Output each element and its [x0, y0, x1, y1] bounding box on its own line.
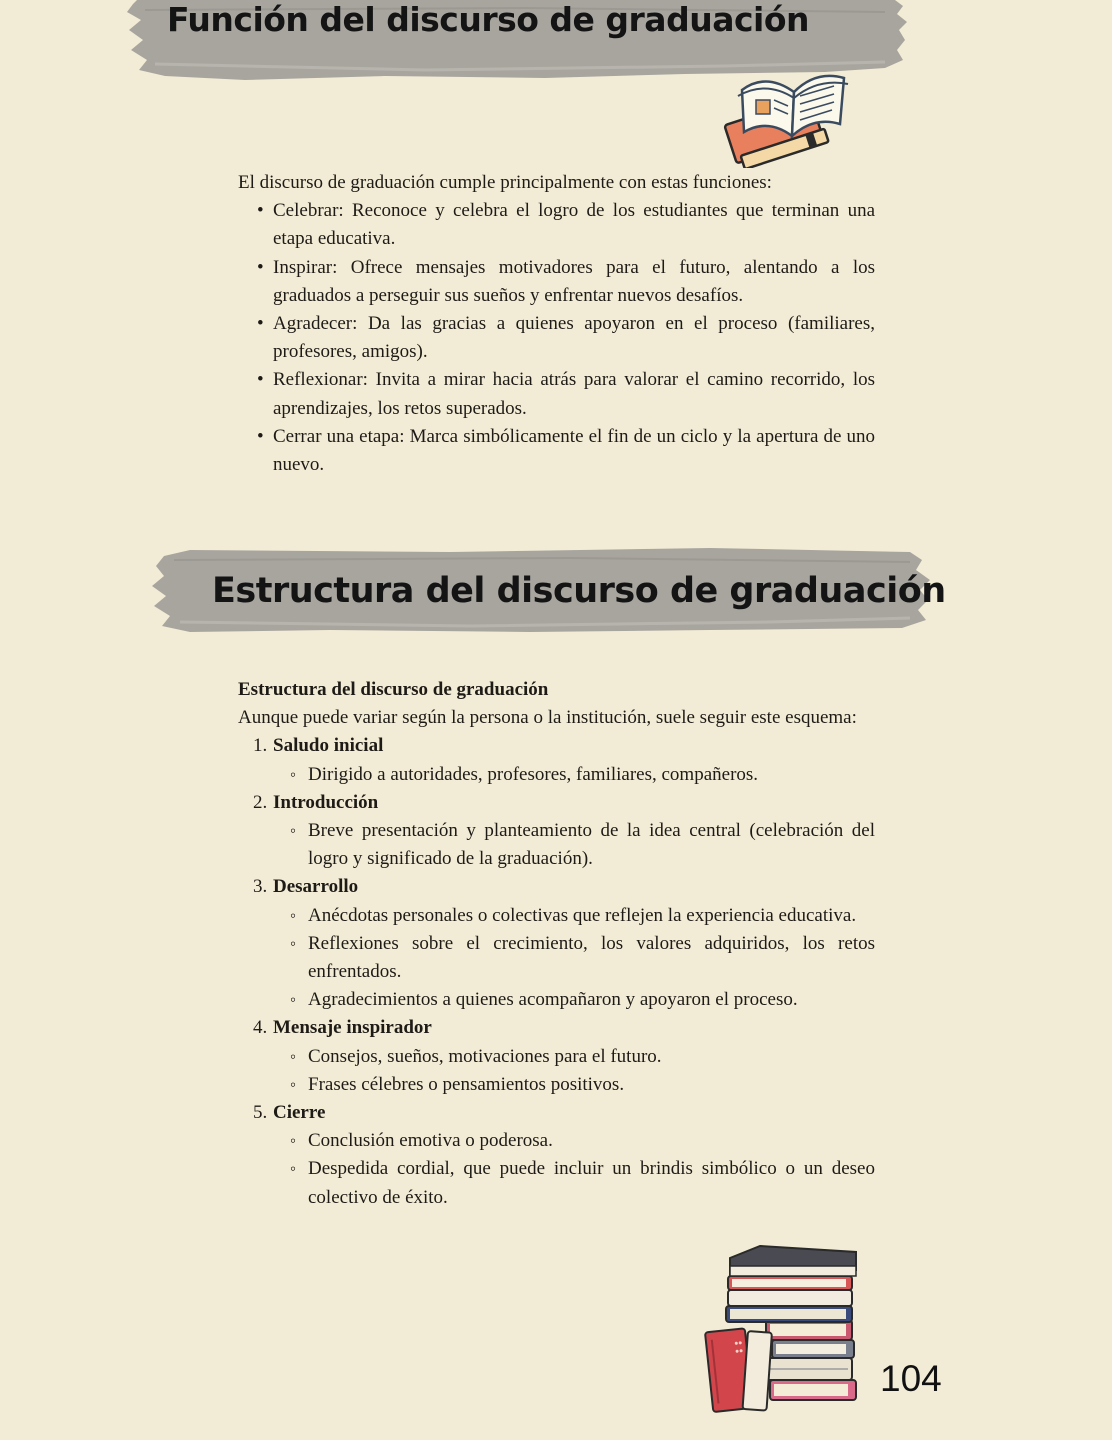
- list-item: • Agradecer: Da las gracias a quienes apoyaron en el proceso (familiares, profesores, amigos).: [238, 310, 875, 366]
- sub-item: ◦ Dirigido a autoridades, profesores, familiares, compañeros.: [273, 761, 875, 789]
- intro-paragraph: El discurso de graduación cumple principalmente con estas funciones:: [238, 172, 772, 193]
- step-points: [273, 761, 875, 789]
- estructura-block: [238, 676, 875, 1212]
- funciones-block: [238, 169, 875, 479]
- step-number: 4.: [253, 1017, 268, 1039]
- sub-item: ◦ Breve presentación y planteamiento de la idea central (celebración del logro y significado de la graduación).: [273, 817, 875, 873]
- section-header-estructura: [150, 548, 946, 634]
- step-points: [273, 1043, 875, 1099]
- step-title: Desarrollo: [273, 876, 359, 898]
- book-stack-icon: [700, 1240, 865, 1415]
- intro-paragraph: Aunque puede variar según la persona o la institución, suele seguir este esquema:: [238, 707, 857, 729]
- step-title: Mensaje inspirador: [273, 1017, 432, 1039]
- step-points: [273, 1127, 875, 1212]
- page-number: 104: [880, 1358, 942, 1399]
- sub-item: ◦ Conclusión emotiva o poderosa.: [273, 1127, 875, 1155]
- sub-item: ◦ Frases célebres o pensamientos positivos.: [273, 1071, 875, 1099]
- list-item: • Inspirar: Ofrece mensajes motivadores para el futuro, alentando a los graduados a perseguir sus sueños y enfrentar nuevos desafíos.: [238, 254, 875, 310]
- step-item: [238, 873, 875, 1014]
- step-points: [273, 902, 875, 1015]
- subsection-title: Estructura del discurso de graduación: [238, 679, 549, 700]
- list-item: • Cerrar una etapa: Marca simbólicamente el fin de un ciclo y la apertura de uno nuevo.: [238, 423, 875, 479]
- sub-item: ◦ Despedida cordial, que puede incluir un brindis simbólico o un deseo colectivo de éxito.: [273, 1155, 875, 1211]
- step-points: [273, 817, 875, 873]
- step-item: [238, 732, 875, 788]
- section-title: Estructura del discurso de graduación: [212, 571, 946, 611]
- section-title: Función del discurso de graduación: [167, 0, 810, 39]
- step-item: [238, 789, 875, 874]
- step-number: 1.: [253, 735, 268, 757]
- step-item: [238, 1014, 875, 1099]
- structure-steps-list: [238, 732, 875, 1211]
- step-title: Cierre: [273, 1102, 326, 1124]
- sub-item: ◦ Anécdotas personales o colectivas que reflejen la experiencia educativa.: [273, 902, 875, 930]
- sub-item: ◦ Consejos, sueños, motivaciones para el futuro.: [273, 1043, 875, 1071]
- step-number: 5.: [253, 1102, 268, 1124]
- step-title: Introducción: [273, 791, 379, 813]
- sub-item: ◦ Agradecimientos a quienes acompañaron y apoyaron el proceso.: [273, 986, 875, 1014]
- sub-item: ◦ Reflexiones sobre el crecimiento, los valores adquiridos, los retos enfrentados.: [273, 930, 875, 986]
- list-item: • Celebrar: Reconoce y celebra el logro de los estudiantes que terminan una etapa educativa.: [238, 197, 875, 253]
- step-title: Saludo inicial: [273, 735, 384, 757]
- step-item: [238, 1099, 875, 1212]
- open-book-icon: [706, 58, 856, 168]
- list-item: • Reflexionar: Invita a mirar hacia atrás para valorar el camino recorrido, los aprendizajes, los retos superados.: [238, 366, 875, 422]
- functions-list: [238, 197, 875, 479]
- step-number: 3.: [253, 876, 268, 898]
- step-number: 2.: [253, 791, 268, 813]
